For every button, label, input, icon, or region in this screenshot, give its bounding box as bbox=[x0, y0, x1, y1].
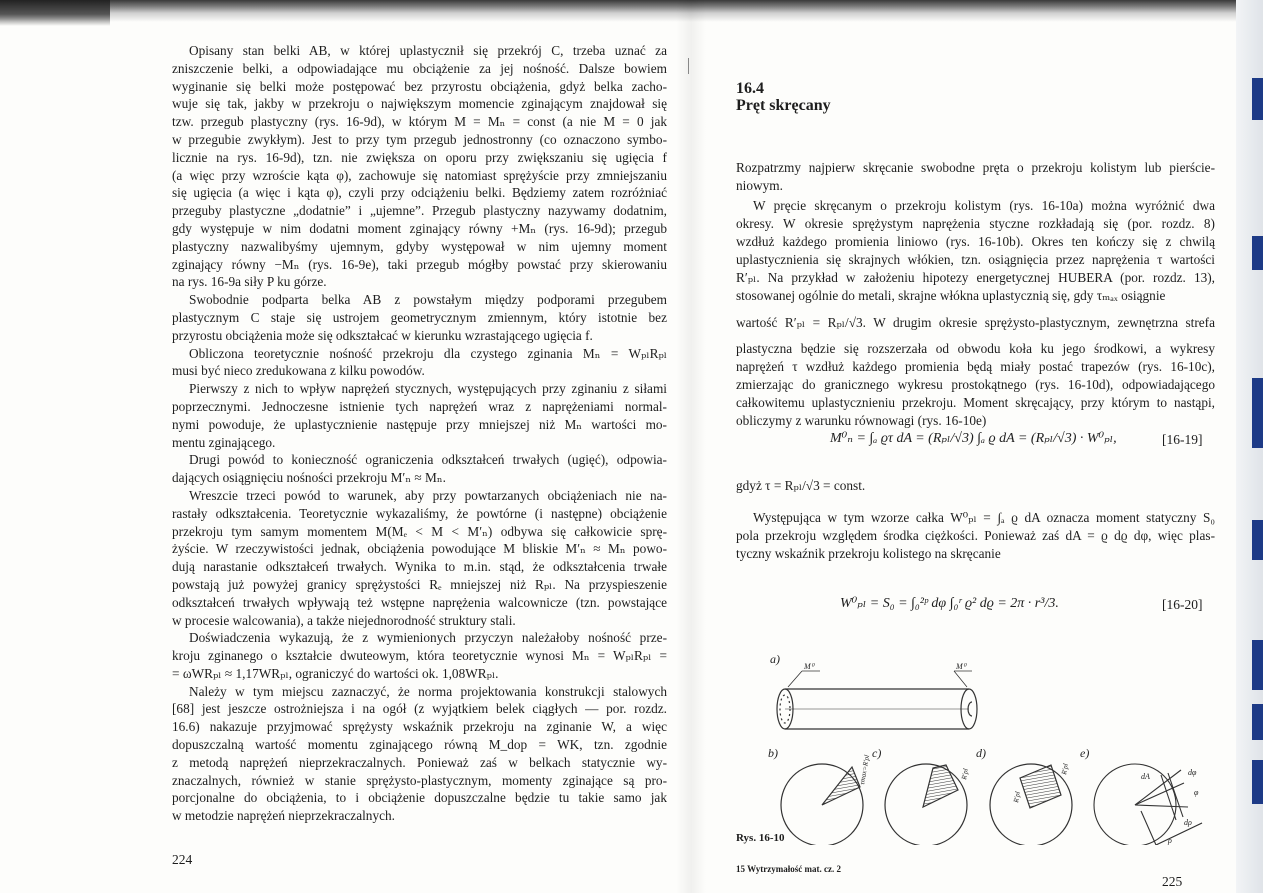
text-line: obliczymy z warunku równowagi (rys. 16-10e) bbox=[736, 413, 987, 428]
e-rho-label: ρ bbox=[1168, 836, 1172, 845]
text-line: dują narastanie odkształceń trwałych. Wynika to m.in. stąd, że odkształcenia trwałe bbox=[172, 559, 667, 575]
page-footer: 15 Wytrzymałość mat. cz. 2 bbox=[736, 864, 841, 874]
text-line: (a więc przy wzroście kąta φ), zachowuje się natomiast sprężyście przy zmniejszaniu bbox=[172, 167, 667, 183]
text-line: w metodzie naprężeń nieprzekraczalnych. bbox=[172, 808, 395, 824]
paragraph bbox=[736, 477, 1215, 495]
text-line: wuje się tak, jakby w przekroju o największym momencie zginającym znajdował się bbox=[172, 96, 667, 112]
text-line: niowym. bbox=[736, 178, 783, 193]
text-line: plastycznym C staje się ustrojem geometrycznym zmiennym, który istotnie bez bbox=[172, 309, 667, 325]
text-line: uplastycznienia się skrajnych włókien, tzn. osiągnięcia przez naprężenia τ wartości bbox=[736, 252, 1215, 267]
c-stress-label: R′pl bbox=[960, 767, 970, 781]
text-line: znaczalnych, również w stanie sprężysto-plastycznym, momenty zginające są pro- bbox=[172, 772, 667, 788]
paragraph bbox=[736, 197, 1215, 305]
twisted-bar-drawing bbox=[777, 671, 977, 729]
fig-label-b: b) bbox=[768, 746, 778, 760]
edge-bar bbox=[1252, 640, 1263, 690]
text-line: wyginanie się belki może postępować bez przyrostu obciążenia, gdyż belka zacho- bbox=[172, 78, 667, 94]
e-drho-label: dρ bbox=[1184, 818, 1192, 827]
moment-label-left: M⁰ bbox=[804, 662, 814, 671]
text-line: przekroju tym samym momentem M(Mₑ < M < M′ₙ) odbywa się całkowicie sprę- bbox=[172, 523, 667, 539]
text-line: zniszczenie belki, a odpowiadające mu obciążenie za jej nośność. Dalsze bowiem bbox=[172, 60, 667, 76]
fig-label-a: a) bbox=[770, 652, 780, 666]
equation-number: [16-20] bbox=[1162, 597, 1203, 612]
text-line: 16.6) nakazuje przyjmować sprężysty wskaźnik przekroju na zginanie W, a więc bbox=[172, 719, 667, 735]
text-line: W pręcie skręcanym o przekroju kolistym (rys. 16-10a) można wyróżnić dwa bbox=[753, 198, 1215, 213]
text-line: dających osiągnięciu nośności przekroju M′ₙ ≈ Mₙ. bbox=[172, 470, 446, 486]
b-stress-label: τmax=R′pl bbox=[858, 754, 872, 786]
figure-caption: Rys. 16-10 bbox=[736, 832, 785, 844]
paragraph bbox=[736, 314, 1215, 332]
text-line: [68] jest jeszcze ostrożniejsza i na ogół (z wyjątkiem belek ciągłych — por. rozdz. bbox=[172, 701, 667, 717]
edge-bar bbox=[1252, 520, 1263, 560]
e-dA-label: dA bbox=[1141, 772, 1150, 781]
text-line: plastyczny nazwalibyśmy ujemnym, gdyby występował w nim ujemny moment bbox=[172, 238, 667, 254]
figure-16-10 bbox=[736, 645, 1216, 845]
page-number-left: 224 bbox=[172, 852, 193, 867]
edge-bar bbox=[1252, 236, 1263, 270]
text-line: na rys. 16-9a siły P ku górze. bbox=[172, 274, 327, 290]
text-line: żyście. W rzeczywistości jednak, obciążenia powodujące M bliskie M′ₙ ≈ Mₙ powo- bbox=[172, 541, 667, 557]
section-number: 16.4 bbox=[736, 80, 764, 97]
edge-bar bbox=[1252, 760, 1263, 804]
text-line: Doświadczenia wykazują, że z wymienionych przyczyn należałoby nośność prze- bbox=[189, 630, 667, 646]
text-line: kroju zginanego o kształcie dwuteowym, która teoretycznie wynosi Mₙ = WₚₗRₚₗ = bbox=[172, 648, 667, 664]
gutter-mark bbox=[688, 58, 689, 74]
paragraph bbox=[736, 509, 1215, 563]
e-phi-label: φ bbox=[1194, 788, 1199, 797]
text-line: rastały odkształcenia. Teoretycznie wykazaliśmy, że powtórne (i następne) obciążenie bbox=[172, 505, 667, 521]
text-line: okresy. W okresie sprężystym naprężenia styczne rozkładają się (por. rozdz. 8) bbox=[736, 216, 1215, 231]
text-line: Pierwszy z nich to wpływ naprężeń stycznych, występujących przy zginaniu z siłami bbox=[189, 381, 667, 397]
text-line: mentu zginającego. bbox=[172, 434, 276, 450]
text-line: powstają już powyżej granicy sprężystości Rₑ mniejszej niż Rₚₗ. Na przyspieszenie bbox=[172, 576, 667, 592]
stress-diagram-plastic bbox=[990, 764, 1072, 845]
text-line: nymi powoduje, że uplastycznienie następuje przy mniejszej niż Mₙ wartości mo- bbox=[172, 416, 667, 432]
scan-shadow-top bbox=[0, 0, 1263, 22]
text-line: Opisany stan belki AB, w której uplastycznił się przekrój C, trzeba uznać za bbox=[189, 43, 667, 58]
moment-label-right: M⁰ bbox=[956, 662, 966, 671]
section-title: Pręt skręcany bbox=[736, 97, 831, 114]
text-line: dopuszczalną wartość momentu zginającego równą M_dop = WK, tzn. zgodnie bbox=[172, 737, 667, 753]
text-line: porcjonalne do obciążenia, to i obciążenie dopuszczalne będzie tu takie samo jak bbox=[172, 790, 667, 806]
page-number-right: 225 bbox=[1162, 874, 1183, 889]
text-line: naprężeń τ wzdłuż każdego promienia będą miały postać trapezów (rys. 16-10c), bbox=[736, 359, 1215, 374]
fig-label-e: e) bbox=[1080, 746, 1090, 760]
formula-16-19: M⁰ₙ = ∫ₐ ϱτ dA = (Rₚₗ/√3) ∫ₐ ϱ dA = (Rₚₗ/√3) · W⁰ₚₗ, bbox=[830, 431, 1117, 446]
text-line: gdyż τ = Rₚₗ/√3 = const. bbox=[736, 478, 866, 493]
text-line: w procesie walcowania), a także niejednorodność struktury stali. bbox=[172, 612, 516, 628]
edge-bar bbox=[1252, 704, 1263, 740]
text-line: tzw. przegub plastyczny (rys. 16-9d), w którym M = Mₙ = const (a nie M = 0 jak bbox=[172, 114, 667, 130]
edge-bar bbox=[1252, 378, 1263, 448]
text-line: całkowitemu uplastycznieniu przekroju. Moment skręcający, przy którym to nastąpi, bbox=[736, 395, 1215, 410]
formula-16-20: W⁰ₚₗ = S₀ = ∫₀²ᵖ dφ ∫₀ʳ ϱ² dϱ = 2π · r³/3. bbox=[840, 596, 1059, 611]
text-line: Drugi powód to konieczność ograniczenia odkształceń trwałych (ugięć), odpowia- bbox=[189, 452, 667, 468]
text-line: przeguby plastyczne „dodatnie” i „ujemne”. Przegub plastyczny nazywamy dodatnim, bbox=[172, 203, 667, 219]
stress-diagram-elastic bbox=[781, 764, 863, 845]
text-line: pola przekroju względem środka ciężkości. Ponieważ zaś dA = ϱ dϱ dφ, więc plas- bbox=[736, 528, 1215, 543]
text-line: przyrostu obciążenia może się odkształcać w kierunku wzrastającego ugięcia f. bbox=[172, 327, 593, 343]
text-line: wzdłuż każdego promienia liniowo (rys. 16-10b). Okres ten kończy się z chwilą bbox=[736, 234, 1215, 249]
fig-label-d: d) bbox=[976, 746, 986, 760]
book-gutter bbox=[676, 0, 706, 893]
text-line: musi być nieco zredukowana z kilku powodów. bbox=[172, 363, 425, 379]
scan-shadow-corner bbox=[0, 0, 110, 26]
text-line: tyczny wskaźnik przekroju kolistego na skręcanie bbox=[736, 546, 1001, 561]
text-line: się ugięcia (a więc i kąta φ), czyli przy odciążeniu belki. Będziemy zatem rozróżniać bbox=[172, 185, 667, 201]
text-line: Rozpatrzmy najpierw skręcanie swobodne pręta o przekroju kolistym lub pierście- bbox=[736, 160, 1215, 175]
paragraph bbox=[736, 340, 1215, 430]
fig-label-c: c) bbox=[872, 746, 882, 760]
stress-diagram-elastoplastic bbox=[885, 764, 967, 845]
d-stress-label-right: R′pl bbox=[1060, 762, 1070, 776]
text-line: w przegubie zwykłym). Jest to przy tym przegub jednostronny (co oznaczono symbo- bbox=[172, 131, 667, 147]
text-line: zmierzając do granicznego wykresu prostokątnego (rys. 16-10d), odpowiadającego bbox=[736, 377, 1215, 392]
text-line: licznie na rys. 16-9d), tzn. nie zwiększa on oporu przy zwiększaniu się ugięcia f bbox=[172, 149, 667, 165]
text-line: Swobodnie podparta belka AB z powstałym między podporami przegubem bbox=[189, 292, 667, 308]
e-dphi-label: dφ bbox=[1188, 768, 1197, 777]
text-line: plastyczna będzie się rozszerzała od obwodu koła ku jego środkowi, a wykresy bbox=[736, 341, 1215, 356]
edge-bar bbox=[1252, 78, 1263, 120]
left-page-body bbox=[172, 42, 667, 825]
text-line: R′ₚₗ. Na przykład w założeniu hipotezy energetycznej HUBERA (por. rozdz. 13), bbox=[736, 270, 1215, 285]
text-line: poprzecznymi. Jednoczesne istnienie tych naprężeń wraz z naprężeniami normal- bbox=[172, 398, 667, 414]
text-line: zginający równy −Mₙ (rys. 16-9e), taki przegub mógłby powstać przy skierowaniu bbox=[172, 256, 667, 272]
text-line: Należy w tym miejscu zaznaczyć, że norma projektowania konstrukcji stalowych bbox=[189, 683, 667, 699]
text-line: Wreszcie trzeci powód to warunek, aby przy powtarzanych obciążeniach nie na- bbox=[189, 487, 667, 503]
text-line: Występująca w tym wzorze całka W⁰ₚₗ = ∫ₐ ϱ dA oznacza moment statyczny S₀ bbox=[753, 510, 1215, 525]
text-line: Obliczona teoretycznie nośność przekroju dla czystego zginania Mₙ = WₚₗRₚₗ bbox=[189, 345, 667, 361]
equation-number: [16-19] bbox=[1162, 432, 1203, 447]
text-line: = ωWRₚₗ ≈ 1,17WRₚₗ, ograniczyć do wartości ok. 1,08WRₚₗ. bbox=[172, 665, 499, 681]
text-line: wartość R′ₚₗ = Rₚₗ/√3. W drugim okresie sprężysto-plastycznym, zewnętrzna strefa bbox=[736, 315, 1215, 330]
text-line: gdy występuje w nim dodatni moment zginający równy +Mₙ (rys. 16-9d); przegub bbox=[172, 220, 667, 236]
text-line: stosowanej ogólnie do metali, skrajne włókna uplastycznią się, gdy τₘₐₓ osiągnie bbox=[736, 288, 1166, 303]
d-stress-label-left: R′pl bbox=[1012, 790, 1022, 804]
text-line: odkształceń trwałych wpływają też wstępne naprężenia walcownicze (tzn. powstające bbox=[172, 594, 667, 610]
paragraph bbox=[736, 159, 1215, 195]
text-line: z metodą naprężeń nieprzekraczalnych. Ponieważ zaś w belkach statycznie wy- bbox=[172, 754, 667, 770]
